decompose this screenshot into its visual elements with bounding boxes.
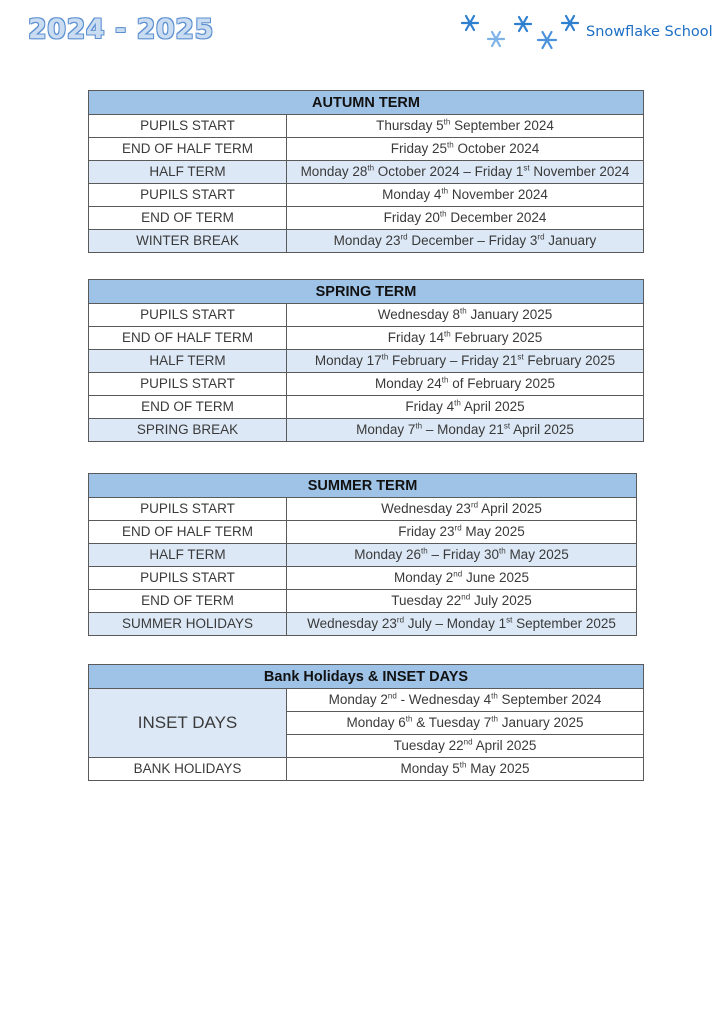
term-event-date: Friday 4th April 2025 xyxy=(287,396,644,419)
term-event-label: WINTER BREAK xyxy=(89,230,287,253)
term-event-date: Friday 20th December 2024 xyxy=(287,207,644,230)
term-event-date: Tuesday 22nd July 2025 xyxy=(287,590,637,613)
table-row xyxy=(89,304,644,327)
term-event-label: SPRING BREAK xyxy=(89,419,287,442)
table-row xyxy=(89,498,637,521)
table-row xyxy=(89,161,644,184)
spring-term-table xyxy=(88,279,644,442)
term-event-label: END OF TERM xyxy=(89,590,287,613)
term-event-label: PUPILS START xyxy=(89,498,287,521)
table-row xyxy=(89,590,637,613)
term-event-label: SUMMER HOLIDAYS xyxy=(89,613,287,636)
table-row xyxy=(89,373,644,396)
bank-holidays-label: BANK HOLIDAYS xyxy=(89,758,287,781)
holidays-table xyxy=(88,664,644,781)
term-event-date: Monday 26th – Friday 30th May 2025 xyxy=(287,544,637,567)
term-event-label: END OF HALF TERM xyxy=(89,521,287,544)
term-event-date: Friday 14th February 2025 xyxy=(287,327,644,350)
term-event-label: END OF TERM xyxy=(89,207,287,230)
table-row xyxy=(89,184,644,207)
inset-days-label: INSET DAYS xyxy=(89,689,287,758)
term-event-label: HALF TERM xyxy=(89,350,287,373)
term-event-label: PUPILS START xyxy=(89,567,287,590)
table-row xyxy=(89,115,644,138)
table-row xyxy=(89,567,637,590)
term-event-date: Monday 7th – Monday 21st April 2025 xyxy=(287,419,644,442)
table-row xyxy=(89,521,637,544)
table-row xyxy=(89,230,644,253)
table-row xyxy=(89,419,644,442)
term-event-label: END OF TERM xyxy=(89,396,287,419)
table-row xyxy=(89,350,644,373)
term-event-date: Monday 28th October 2024 – Friday 1st November 2024 xyxy=(287,161,644,184)
table-title: SPRING TERM xyxy=(89,280,644,304)
term-event-date: Wednesday 23rd July – Monday 1st September 2025 xyxy=(287,613,637,636)
snowflake-icon xyxy=(458,12,588,54)
school-name: Snowflake School xyxy=(586,24,713,40)
term-event-date: Monday 24th of February 2025 xyxy=(287,373,644,396)
term-event-date: Monday 2nd June 2025 xyxy=(287,567,637,590)
table-row xyxy=(89,613,637,636)
term-event-date: Thursday 5th September 2024 xyxy=(287,115,644,138)
table-title: AUTUMN TERM xyxy=(89,91,644,115)
term-event-date: Friday 23rd May 2025 xyxy=(287,521,637,544)
inset-date: Tuesday 22nd April 2025 xyxy=(287,735,644,758)
term-event-label: END OF HALF TERM xyxy=(89,327,287,350)
table-row xyxy=(89,207,644,230)
table-row xyxy=(89,689,644,712)
bank-holiday-date: Monday 5th May 2025 xyxy=(287,758,644,781)
table-row xyxy=(89,544,637,567)
table-title: SUMMER TERM xyxy=(89,474,637,498)
term-event-label: END OF HALF TERM xyxy=(89,138,287,161)
table-row xyxy=(89,758,644,781)
table-row xyxy=(89,138,644,161)
term-event-label: PUPILS START xyxy=(89,115,287,138)
inset-date: Monday 6th & Tuesday 7th January 2025 xyxy=(287,712,644,735)
school-logo xyxy=(458,12,713,54)
term-event-label: PUPILS START xyxy=(89,304,287,327)
term-event-label: PUPILS START xyxy=(89,184,287,207)
year-title: 2024 - 2025 xyxy=(28,14,214,45)
term-event-label: HALF TERM xyxy=(89,161,287,184)
term-event-label: HALF TERM xyxy=(89,544,287,567)
table-row xyxy=(89,396,644,419)
term-event-date: Monday 4th November 2024 xyxy=(287,184,644,207)
table-row xyxy=(89,327,644,350)
term-event-date: Wednesday 23rd April 2025 xyxy=(287,498,637,521)
term-event-label: PUPILS START xyxy=(89,373,287,396)
autumn-term-table xyxy=(88,90,644,253)
inset-date: Monday 2nd - Wednesday 4th September 2024 xyxy=(287,689,644,712)
term-event-date: Monday 17th February – Friday 21st February 2025 xyxy=(287,350,644,373)
term-event-date: Friday 25th October 2024 xyxy=(287,138,644,161)
term-event-date: Monday 23rd December – Friday 3rd January xyxy=(287,230,644,253)
term-event-date: Wednesday 8th January 2025 xyxy=(287,304,644,327)
table-title: Bank Holidays & INSET DAYS xyxy=(89,665,644,689)
summer-term-table xyxy=(88,473,637,636)
